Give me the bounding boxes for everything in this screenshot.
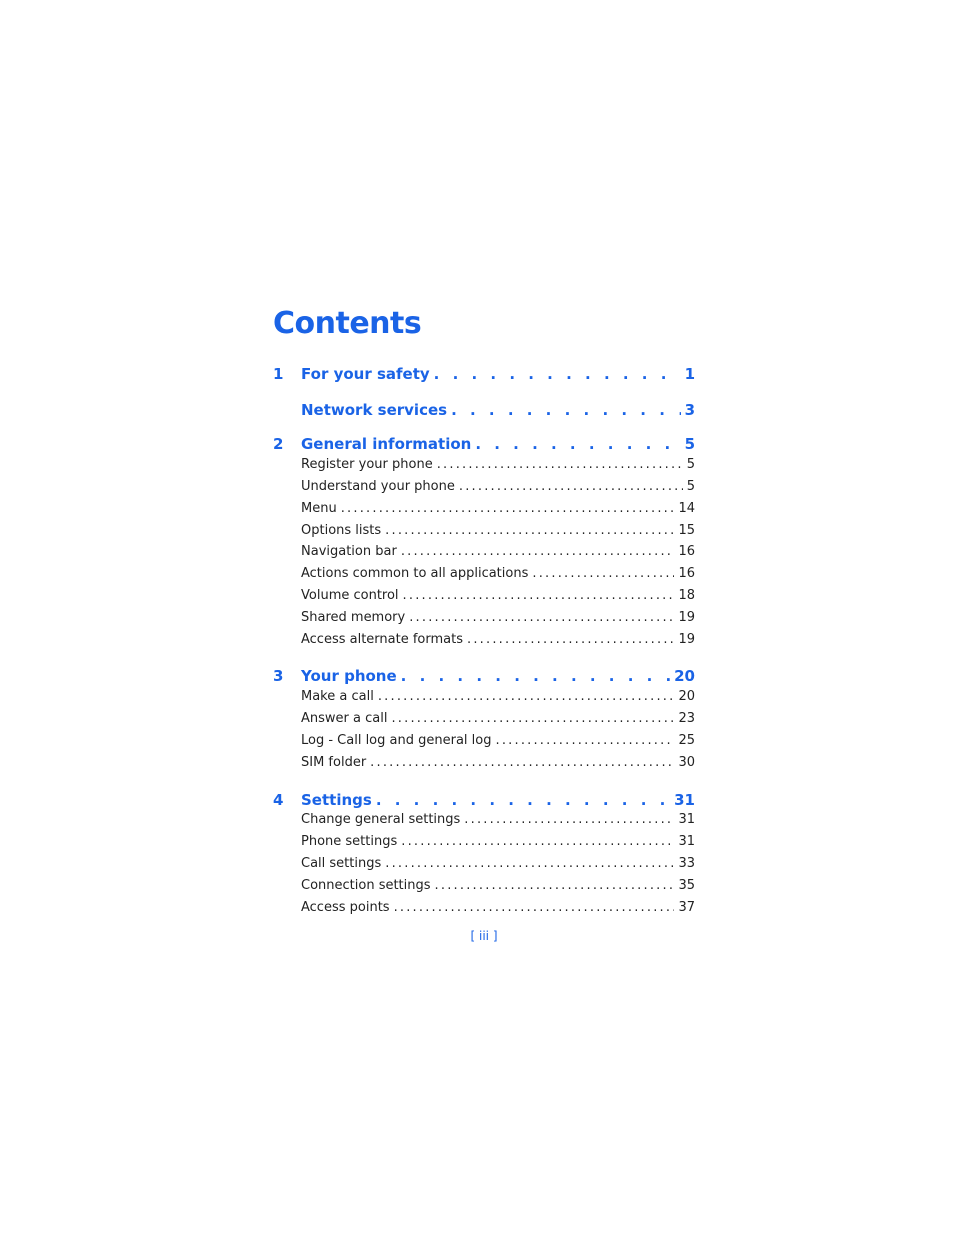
toc-dot-leader bbox=[435, 878, 675, 893]
toc-entry-label: Change general settings bbox=[301, 812, 461, 827]
toc-dot-leader bbox=[385, 856, 674, 871]
toc-page-number: 1 bbox=[684, 365, 695, 383]
toc-dot-leader bbox=[434, 365, 681, 383]
toc-entry-label: Understand your phone bbox=[301, 479, 455, 494]
toc-entry-line bbox=[301, 689, 695, 704]
toc-entry-label: Phone settings bbox=[301, 834, 398, 849]
toc-entry-label: Answer a call bbox=[301, 711, 388, 726]
toc-dot-leader bbox=[532, 566, 674, 581]
toc-page-number: 31 bbox=[678, 834, 695, 849]
toc-page-number: 5 bbox=[686, 457, 695, 472]
toc-entry-label: Navigation bar bbox=[301, 544, 397, 559]
toc-entry-label: Call settings bbox=[301, 856, 382, 871]
toc-entry-label: Shared memory bbox=[301, 610, 406, 625]
toc-entry-line bbox=[301, 755, 695, 770]
toc-dot-leader bbox=[370, 755, 674, 770]
toc-page-number: 5 bbox=[684, 435, 695, 453]
toc-page-number: 31 bbox=[678, 812, 695, 827]
toc-page-number: 31 bbox=[674, 791, 695, 809]
toc-entry-label: Menu bbox=[301, 501, 337, 516]
toc-page-number: 16 bbox=[678, 544, 695, 559]
toc-dot-leader bbox=[437, 457, 683, 472]
toc-entry-label: Register your phone bbox=[301, 457, 433, 472]
toc-dot-leader bbox=[391, 711, 674, 726]
toc-chapter-number: 2 bbox=[273, 435, 284, 453]
toc-entry-line bbox=[301, 457, 695, 472]
toc-entry-label: Connection settings bbox=[301, 878, 431, 893]
toc-entry-line bbox=[301, 834, 695, 849]
toc-dot-leader bbox=[401, 667, 670, 685]
toc-dot-leader bbox=[376, 791, 670, 809]
toc-chapter-number: 1 bbox=[273, 365, 284, 383]
toc-entry-line bbox=[301, 711, 695, 726]
toc-page-number: 18 bbox=[678, 588, 695, 603]
toc-entry-line bbox=[301, 667, 695, 685]
toc-page-number: 3 bbox=[684, 401, 695, 419]
toc-chapter-number: 4 bbox=[273, 791, 284, 809]
toc-entry-label: Volume control bbox=[301, 588, 399, 603]
toc-dot-leader bbox=[409, 610, 674, 625]
toc-dot-leader bbox=[475, 435, 680, 453]
toc-page-number: 30 bbox=[678, 755, 695, 770]
toc-entry-line bbox=[301, 878, 695, 893]
toc-entry-line bbox=[301, 900, 695, 915]
toc-page-number: 16 bbox=[678, 566, 695, 581]
toc-entry-line bbox=[301, 632, 695, 647]
toc-page-number: 23 bbox=[678, 711, 695, 726]
toc-dot-leader bbox=[394, 900, 675, 915]
toc-entry-line bbox=[301, 856, 695, 871]
toc-entry-label: Actions common to all applications bbox=[301, 566, 529, 581]
toc-dot-leader bbox=[403, 588, 675, 603]
toc-page-number: 25 bbox=[678, 733, 695, 748]
toc-entry-label: Settings bbox=[301, 791, 372, 809]
toc-entry-line bbox=[301, 588, 695, 603]
toc-entry-line bbox=[301, 733, 695, 748]
toc-dot-leader bbox=[464, 812, 674, 827]
toc-entry-label: For your safety bbox=[301, 365, 430, 383]
toc-dot-leader bbox=[467, 632, 674, 647]
toc-entry-label: Options lists bbox=[301, 523, 382, 538]
page-number-footer: [ iii ] bbox=[470, 929, 498, 943]
toc-dot-leader bbox=[341, 501, 675, 516]
toc-entry-label: Network services bbox=[301, 401, 448, 419]
toc-entry-label: Make a call bbox=[301, 689, 374, 704]
toc-dot-leader bbox=[459, 479, 683, 494]
toc-page-number: 15 bbox=[678, 523, 695, 538]
toc-entry-line bbox=[301, 435, 695, 453]
toc-entry-label: Access points bbox=[301, 900, 390, 915]
toc-entry-label: Access alternate formats bbox=[301, 632, 464, 647]
toc-entry-line bbox=[301, 501, 695, 516]
toc-chapter-number: 3 bbox=[273, 667, 284, 685]
toc-page-number: 33 bbox=[678, 856, 695, 871]
toc-dot-leader bbox=[401, 544, 675, 559]
page-title: Contents bbox=[273, 306, 422, 341]
toc-dot-leader bbox=[451, 401, 680, 419]
toc-entry-line bbox=[301, 812, 695, 827]
toc-dot-leader bbox=[401, 834, 674, 849]
toc-page-number: 5 bbox=[686, 479, 695, 494]
toc-entry-line bbox=[301, 365, 695, 383]
toc-page-number: 20 bbox=[678, 689, 695, 704]
toc-page-number: 14 bbox=[678, 501, 695, 516]
toc-entry-label: SIM folder bbox=[301, 755, 367, 770]
toc-page-number: 20 bbox=[674, 667, 695, 685]
toc-entry-line bbox=[301, 610, 695, 625]
toc-dot-leader bbox=[378, 689, 675, 704]
toc-entry-line bbox=[301, 523, 695, 538]
toc-page-number: 19 bbox=[678, 632, 695, 647]
toc-entry-line bbox=[301, 401, 695, 419]
toc-entry-line bbox=[301, 544, 695, 559]
toc-entry-line bbox=[301, 791, 695, 809]
toc-entry-line bbox=[301, 566, 695, 581]
toc-dot-leader bbox=[385, 523, 674, 538]
toc-page-number: 35 bbox=[678, 878, 695, 893]
toc-page-number: 19 bbox=[678, 610, 695, 625]
toc-entry-line bbox=[301, 479, 695, 494]
toc-page-number: 37 bbox=[678, 900, 695, 915]
toc-entry-label: Log - Call log and general log bbox=[301, 733, 492, 748]
toc-dot-leader bbox=[495, 733, 674, 748]
toc-entry-label: General information bbox=[301, 435, 472, 453]
toc-entry-label: Your phone bbox=[301, 667, 397, 685]
